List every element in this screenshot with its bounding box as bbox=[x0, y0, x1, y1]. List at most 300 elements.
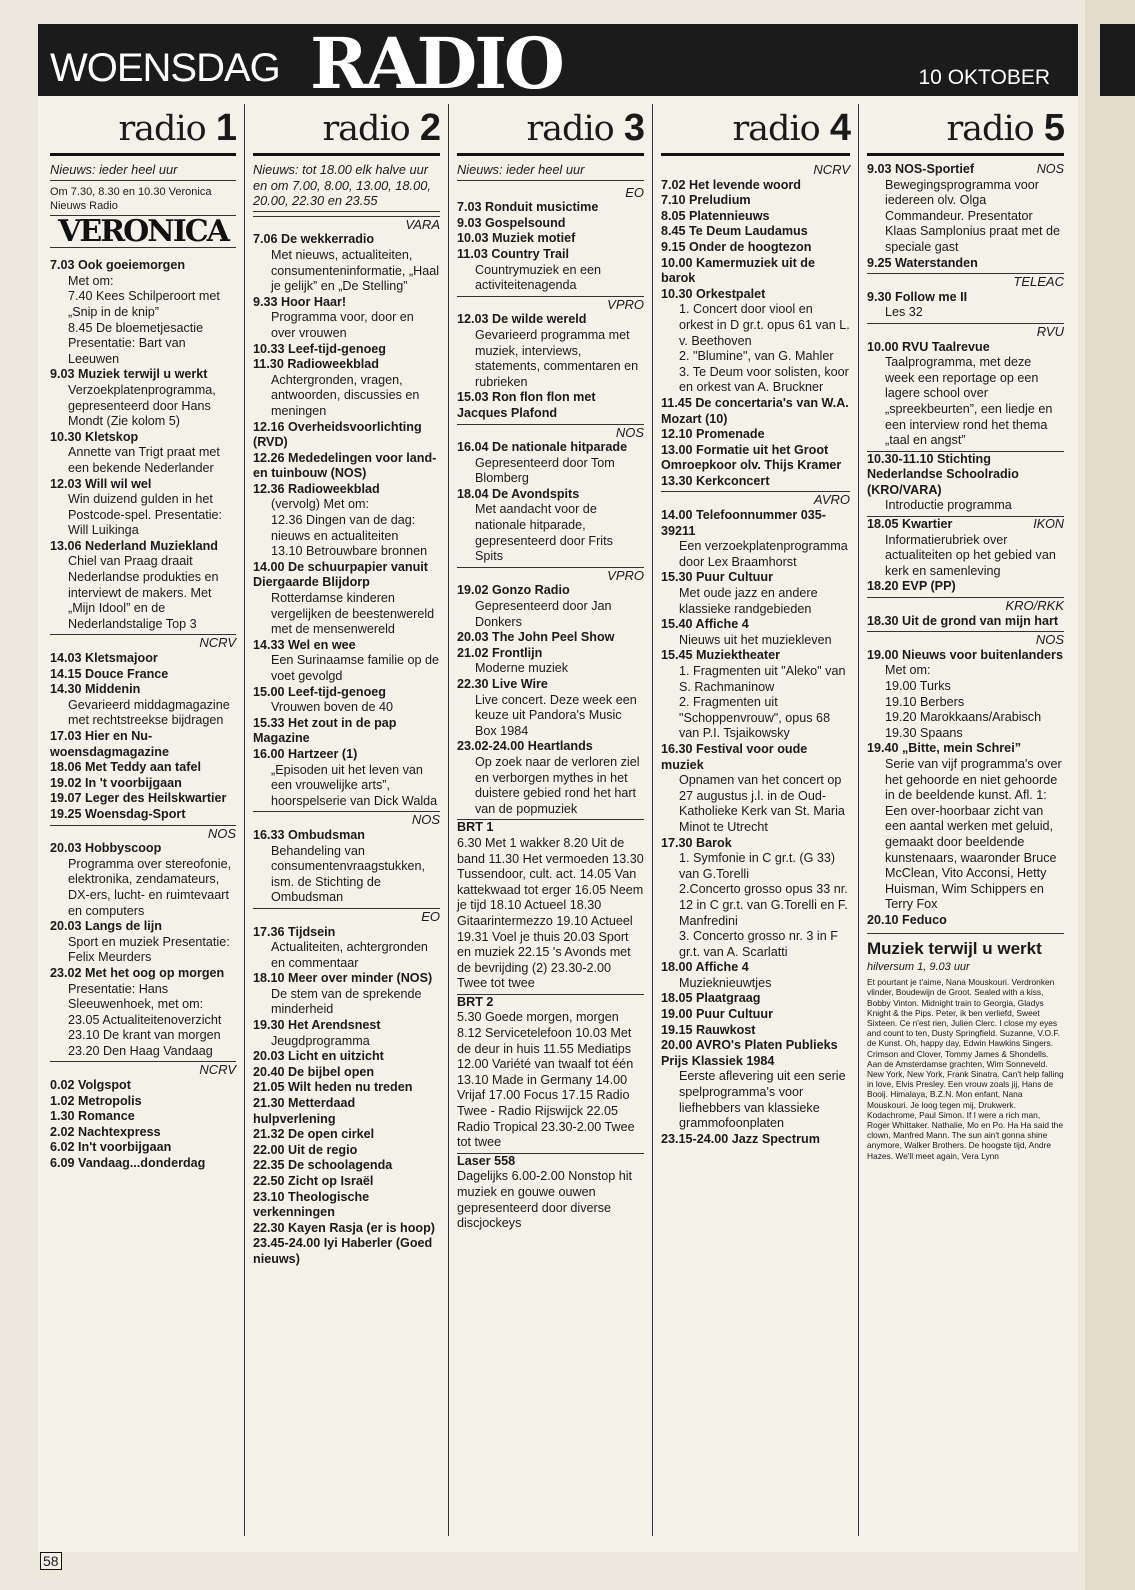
program-time-title: 22.30 Kayen Rasja (er is hoop) bbox=[253, 1220, 435, 1235]
program-title bbox=[661, 1132, 850, 1148]
program-time-title: 18.04 De Avondspits bbox=[457, 486, 580, 501]
program-title bbox=[50, 1094, 236, 1110]
program-description: 3. Concerto grosso nr. 3 in F gr.t. van A. Scarlatti bbox=[679, 929, 838, 959]
program-time-title: 7.02 Het levende woord bbox=[661, 177, 801, 192]
program-title bbox=[457, 820, 644, 836]
program-title bbox=[457, 677, 644, 693]
program-title bbox=[50, 651, 236, 667]
program-description: De stem van de sprekende minderheid bbox=[271, 986, 422, 1017]
program-title bbox=[253, 1190, 440, 1221]
station-heading bbox=[661, 104, 850, 156]
station-heading bbox=[867, 104, 1064, 156]
program-title bbox=[457, 583, 644, 599]
program-time-title: 9.03 Gospelsound bbox=[457, 215, 566, 230]
program-title bbox=[661, 396, 850, 427]
program-title bbox=[50, 667, 236, 683]
program-time-title: 19.02 Gonzo Radio bbox=[457, 583, 570, 598]
program-time-title: 1.02 Metropolis bbox=[50, 1093, 142, 1108]
program-time-title: 21.32 De open cirkel bbox=[253, 1127, 375, 1142]
broadcaster-label: NOS bbox=[253, 811, 440, 828]
broadcaster-label: NCRV bbox=[813, 162, 850, 177]
program-title bbox=[50, 1125, 236, 1141]
program-description: 2. Fragmenten uit "Schoppenvrouw", opus 68 van P.I. Tsjaikowsky bbox=[679, 695, 831, 741]
program-time-title: 12.26 Mededelingen voor land- en tuinbouw (NOS) bbox=[253, 450, 437, 481]
program-description: 1. Symfonie in C gr.t. (G 33) van G.Torelli bbox=[679, 851, 836, 881]
program-title bbox=[867, 290, 1064, 306]
program-title bbox=[661, 209, 850, 225]
program-title bbox=[457, 216, 644, 232]
program-title bbox=[253, 638, 440, 654]
program-time-title: 8.05 Platennieuws bbox=[661, 208, 770, 223]
program-description: 8.45 De bloemetjesactie Presentatie: Bart van Leeuwen bbox=[68, 320, 204, 366]
program-schedule-paragraph: 6.30 Met 1 wakker 8.20 Uit de band 11.30 Het vermoeden 13.30 Tussendoor, cult. act. 14.05 Van kattekwaad tot erger 16.05 Neem je tijd 18.10 Actueel 18.30 Gitaarintermezzo 19.10 Actueel 19.31 Voel je thuis 20.03 Sport en muziek 22.15 's Avonds met de bevrijding (2) 23.30-2.00 Twee tot twee bbox=[457, 835, 644, 991]
program-title bbox=[50, 258, 236, 274]
program-description: 7.40 Kees Schilperoort met „Snip in de knip” bbox=[68, 289, 220, 319]
program-time-title: 6.02 In't voorbijgaan bbox=[50, 1140, 172, 1155]
program-description: Bewegingsprogramma voor iedereen olv. Olga Commandeur. Presentator Klaas Samplonius praat met de speciale gast bbox=[885, 177, 1061, 254]
program-time-title: 9.15 Onder de hoogtezon bbox=[661, 239, 812, 254]
broadcaster-label: NOS bbox=[867, 631, 1064, 648]
program-title bbox=[50, 1078, 236, 1094]
broadcaster-label: NCRV bbox=[50, 1061, 236, 1078]
program-description: 23.20 Den Haag Vandaag bbox=[68, 1043, 213, 1058]
program-title bbox=[253, 1049, 440, 1065]
broadcaster-label: VPRO bbox=[457, 296, 644, 313]
program-title bbox=[661, 240, 850, 256]
column-radio-5 bbox=[858, 104, 1072, 1536]
program-time-title: 22.30 Live Wire bbox=[457, 677, 548, 691]
broadcaster-label: NOS bbox=[457, 424, 644, 441]
station-heading bbox=[457, 104, 644, 156]
program-time-title: 18.10 Meer over minder (NOS) bbox=[253, 971, 433, 986]
program-title bbox=[253, 342, 440, 358]
program-description: Behandeling van consumentenvraagstukken, ism. de Stichting de Ombudsman bbox=[271, 843, 426, 905]
broadcaster-label: VPRO bbox=[457, 567, 644, 584]
station-heading bbox=[253, 104, 440, 156]
program-time-title: 14.00 Telefoonnummer 035-39211 bbox=[661, 508, 826, 538]
program-title bbox=[661, 443, 850, 474]
station-label: radio bbox=[732, 109, 820, 149]
station-number: 4 bbox=[829, 107, 850, 149]
program-time-title: 10.03 Muziek motief bbox=[457, 231, 576, 246]
program-description: Les 32 bbox=[885, 305, 923, 320]
program-time-title: 18.05 Kwartier bbox=[867, 517, 953, 532]
program-description: Verzoekplatenprogramma, gepresenteerd door Hans Mondt (Zie kolom 5) bbox=[68, 382, 216, 429]
station-label: radio bbox=[526, 109, 614, 149]
program-time-title: 19.00 Nieuws voor buitenlanders bbox=[867, 647, 1063, 662]
program-title bbox=[661, 474, 850, 490]
program-title bbox=[661, 617, 850, 633]
program-time-title: 19.30 Het Arendsnest bbox=[253, 1018, 381, 1033]
program-time-title: 19.00 Puur Cultuur bbox=[661, 1007, 773, 1022]
program-title bbox=[50, 966, 236, 982]
program-time-title: 8.45 Te Deum Laudamus bbox=[661, 224, 808, 239]
program-time-title: 10.00 Kamermuziek uit de barok bbox=[661, 255, 815, 286]
program-time-title: 21.05 Wilt heden nu treden bbox=[253, 1080, 413, 1095]
program-description: 1. Concert door viool en orkest in D gr.t. opus 61 van L. v. Beethoven bbox=[679, 302, 850, 348]
program-time-title: 11.03 Country Trail bbox=[457, 246, 569, 261]
program-title bbox=[457, 1154, 644, 1170]
station-number: 3 bbox=[623, 107, 644, 149]
program-description: 12.36 Dingen van de dag: nieuws en actualiteiten bbox=[271, 513, 416, 543]
program-time-title: 9.30 Follow me II bbox=[867, 289, 968, 304]
page-number: 58 bbox=[40, 1552, 62, 1570]
program-title bbox=[50, 776, 236, 792]
playlist-body: Et pourtant je t'aime, Nana Mouskouri. Verdronken vlinder, Boudewijn de Groot. Sealed with a kiss, Bobby Vinton. Midnight train to Georgia, Gladys Knight & the Pips. Peter, ik ben verliefd, Sweet Sixteen. Ce n'est rien, Julien Clerc. I close my eyes and count to ten, Dusty Springfield. Suzanne, V.O.F. de Kunst. Oh, happy day, Edwin Hawkins Singers. Crimson and Clover, Tommy James & Shondells. Aan de Amsterdamse grachten, Wim Sonneveld. New York, New York, Frank Sinatra. Can't help falling in love, Elvis Presley. Een vrouw zoals jij, Hans de Booij. Himalaya, B.Z.N. Mon enfant, Nana Mouskouri. Je loog tegen mij, Drukwerk. Kodachrome, Paul Simon. If I were a rich man, Roger Whittaker. Nathalie, Mo en Po. Ha Ha said the clown, Manfred Mann. The sun ain't gonna shine anymore, Walker Brothers. De hoogste tijd, Andre Hazes. We'll meet again, Vera Lynn bbox=[867, 977, 1064, 1161]
program-time-title: 10.30-11.10 Stichting Nederlandse Schoolradio (KRO/VARA) bbox=[867, 451, 1019, 497]
program-title bbox=[661, 193, 850, 209]
program-description: Programma over stereofonie, elektronika, zendamateurs, DX-ers, lucht- en ruimtevaart en computers bbox=[68, 856, 232, 918]
program-time-title: 20.03 Hobbyscoop bbox=[50, 841, 162, 856]
playlist-box bbox=[867, 933, 1064, 1161]
broadcaster-label: EO bbox=[625, 184, 644, 200]
program-title bbox=[253, 1127, 440, 1143]
program-time-title: 20.03 The John Peel Show bbox=[457, 630, 615, 645]
broadcaster-label: NCRV bbox=[50, 634, 236, 651]
program-time-title: 20.40 De bijbel open bbox=[253, 1064, 375, 1079]
program-title bbox=[661, 742, 850, 773]
program-title bbox=[457, 440, 644, 456]
program-description: Vrouwen boven de 40 bbox=[271, 700, 394, 715]
program-time-title: 22.35 De schoolagenda bbox=[253, 1158, 393, 1173]
broadcaster-label: RVU bbox=[867, 323, 1064, 340]
program-time-title: 15.45 Muziektheater bbox=[661, 648, 780, 663]
program-title bbox=[253, 925, 440, 941]
program-time-title: 15.00 Leef-tijd-genoeg bbox=[253, 684, 386, 699]
program-time-title: 23.10 Theologische verkenningen bbox=[253, 1189, 370, 1220]
program-description: 19.30 Spaans bbox=[885, 725, 963, 740]
station-number: 2 bbox=[419, 107, 440, 149]
program-time-title: 15.40 Affiche 4 bbox=[661, 617, 749, 632]
program-time-title: 13.30 Kerkconcert bbox=[661, 473, 770, 488]
program-description: 1. Fragmenten uit "Aleko" van S. Rachmaninow bbox=[679, 664, 846, 694]
broadcaster-label: TELEAC bbox=[867, 273, 1064, 290]
program-time-title: 20.03 Licht en uitzicht bbox=[253, 1049, 384, 1064]
program-description: Rotterdamse kinderen vergelijken de beestenwereld met de mensenwereld bbox=[271, 591, 435, 637]
program-title bbox=[50, 682, 236, 698]
program-description: Gevarieerd middagmagazine met rechtstreekse bijdragen bbox=[68, 697, 230, 728]
broadcaster-logo: VERONICA bbox=[50, 224, 236, 249]
program-title bbox=[867, 256, 1064, 272]
program-title bbox=[867, 452, 1064, 499]
station-columns bbox=[38, 96, 1078, 1536]
program-description: Jeugdprogramma bbox=[271, 1033, 370, 1048]
program-time-title: 18.20 EVP (PP) bbox=[867, 579, 956, 594]
program-time-title: 7.03 Ook goeiemorgen bbox=[50, 258, 186, 273]
program-title bbox=[867, 913, 1064, 929]
column-radio-3 bbox=[448, 104, 652, 1536]
program-description: Gevarieerd programma met muziek, interviews, statements, commentaren en rubrieken bbox=[475, 327, 639, 389]
program-time-title: 21.30 Metterdaad hulpverlening bbox=[253, 1096, 356, 1126]
program-title bbox=[661, 224, 850, 240]
program-title bbox=[867, 614, 1064, 630]
program-title bbox=[50, 539, 236, 555]
program-title bbox=[867, 162, 1064, 178]
station-number: 1 bbox=[215, 107, 236, 149]
program-description: Moderne muziek bbox=[475, 661, 569, 676]
program-title bbox=[457, 247, 644, 263]
program-title bbox=[661, 570, 850, 586]
program-description: „Episoden uit het leven van een vrouwelijke arts”, hoorspelserie van Dick Walda bbox=[271, 762, 438, 808]
program-description: 19.10 Berbers bbox=[885, 694, 965, 709]
program-time-title: 1.30 Romance bbox=[50, 1109, 135, 1124]
program-title bbox=[50, 367, 236, 383]
program-title bbox=[867, 579, 1064, 595]
program-title bbox=[50, 919, 236, 935]
program-time-title: 12.03 Will wil wel bbox=[50, 476, 152, 491]
program-time-title: 21.02 Frontlijn bbox=[457, 645, 543, 660]
program-time-title: 19.02 In 't voorbijgaan bbox=[50, 775, 182, 790]
program-time-title: 20.03 Langs de lijn bbox=[50, 919, 162, 934]
program-time-title: BRT 2 bbox=[457, 994, 494, 1009]
program-time-title: 12.16 Overheidsvoorlichting (RVD) bbox=[253, 419, 422, 450]
program-time-title: Laser 558 bbox=[457, 1153, 516, 1168]
program-description: Een verzoekplatenprogramma door Lex Braamhorst bbox=[679, 539, 848, 569]
program-time-title: 16.33 Ombudsman bbox=[253, 827, 365, 842]
program-time-title: 19.40 „Bitte, mein Schrei” bbox=[867, 741, 1021, 756]
program-description: 19.20 Marokkaans/Arabisch bbox=[885, 710, 1042, 725]
program-title bbox=[253, 1221, 440, 1237]
program-description: Op zoek naar de verloren ziel en verborgen mythes in het duistere gebied rond het hart van de popmuziek bbox=[475, 754, 640, 816]
program-description: Gepresenteerd door Tom Blomberg bbox=[475, 455, 615, 486]
program-title bbox=[253, 420, 440, 451]
program-title bbox=[253, 1096, 440, 1127]
station-label: radio bbox=[946, 109, 1034, 149]
program-description: Chiel van Praag draait Nederlandse produkties en interviewt de makers. Met „Mijn Idool” en de Nederlandstalige Top 3 bbox=[68, 554, 219, 631]
program-title bbox=[253, 295, 440, 311]
station-label: radio bbox=[118, 109, 206, 149]
program-title bbox=[457, 312, 644, 328]
header-title: RADIO bbox=[310, 24, 562, 105]
program-time-title: 15.03 Ron flon flon met Jacques Plafond bbox=[457, 390, 596, 420]
program-time-title: 11.30 Radioweekblad bbox=[253, 357, 379, 372]
program-time-title: 22.50 Zicht op Israël bbox=[253, 1174, 374, 1188]
playlist-title: Muziek terwijl u werkt bbox=[867, 938, 1042, 958]
program-description: Taalprogramma, met deze week een reportage op een lagere school over „spreekbeurten”, een liedje en een interview rond het thema „taal en angst” bbox=[885, 355, 1053, 448]
magazine-page bbox=[38, 24, 1078, 1552]
program-title bbox=[661, 178, 850, 194]
program-title bbox=[253, 971, 440, 987]
program-schedule-paragraph: Dagelijks 6.00-2.00 Nonstop hit muziek en gouwe ouwen gepresenteerd door diverse discjockeys bbox=[457, 1169, 633, 1231]
program-time-title: 16.00 Hartzeer (1) bbox=[253, 746, 358, 761]
program-time-title: 9.03 Muziek terwijl u werkt bbox=[50, 367, 208, 382]
program-title bbox=[253, 1236, 440, 1267]
column-radio-4 bbox=[652, 104, 858, 1536]
program-time-title: 19.25 Woensdag-Sport bbox=[50, 806, 186, 821]
program-description: 2. "Blumine", van G. Mahler bbox=[679, 349, 834, 364]
program-title bbox=[50, 791, 236, 807]
program-description: Countrymuziek en een activiteitenagenda bbox=[475, 262, 602, 293]
program-time-title: 19.07 Leger des Heilskwartier bbox=[50, 791, 227, 806]
program-title bbox=[50, 1140, 236, 1156]
program-time-title: 12.03 De wilde wereld bbox=[457, 312, 587, 327]
program-title bbox=[253, 828, 440, 844]
program-description: 2.Concerto grosso opus 33 nr. 12 in C gr.t. van G.Torelli en F. Manfredini bbox=[679, 882, 848, 928]
program-description: Gepresenteerd door Jan Donkers bbox=[475, 599, 612, 629]
program-time-title: 7.10 Preludium bbox=[661, 193, 751, 208]
program-title bbox=[253, 1174, 440, 1190]
page-header bbox=[38, 24, 1078, 105]
broadcaster-label: NOS bbox=[50, 825, 236, 842]
program-description: Muzieknieuwtjes bbox=[679, 975, 772, 990]
program-title bbox=[50, 807, 236, 823]
broadcaster-label: VARA bbox=[253, 216, 440, 233]
program-time-title: 12.36 Radioweekblad bbox=[253, 481, 380, 496]
program-description: Live concert. Deze week een keuze uit Pandora's Music Box 1984 bbox=[475, 692, 637, 738]
program-title bbox=[661, 1023, 850, 1039]
program-time-title: 10.30 Kletskop bbox=[50, 429, 139, 444]
program-time-title: 23.15-24.00 Jazz Spectrum bbox=[661, 1131, 820, 1146]
program-title bbox=[50, 841, 236, 857]
program-time-title: 0.02 Volgspot bbox=[50, 1078, 131, 1093]
program-description: 23.10 De krant van morgen bbox=[68, 1028, 221, 1043]
program-description: Opnamen van het concert op 27 augustus j.l. in de Oud-Katholieke Kerk van St. Maria Minot te Utrecht bbox=[679, 773, 845, 834]
program-title bbox=[253, 685, 440, 701]
program-description: Win duizend gulden in het Postcode-spel. Presentatie: Will Luikinga bbox=[68, 492, 223, 538]
program-time-title: BRT 1 bbox=[457, 820, 494, 835]
program-time-title: 13.06 Nederland Muziekland bbox=[50, 538, 218, 553]
program-title bbox=[661, 991, 850, 1007]
program-title bbox=[50, 1109, 236, 1125]
program-schedule-paragraph: 5.30 Goede morgen, morgen 8.12 Servicetelefoon 10.03 Met de deur in huis 11.55 Mediatips 12.00 Variété van twaalf tot één 13.10 Made in Germany 14.00 Vrijaf 17.00 Focus 17.15 Radio Twee - Radio Rijswijck 22.05 Radio Tropical 23.30-2.00 Twee tot twee bbox=[457, 1010, 635, 1150]
program-description: Nieuws uit het muziekleven bbox=[679, 632, 832, 647]
next-page-edge bbox=[1085, 0, 1135, 1590]
news-schedule: Nieuws: ieder heel uur bbox=[50, 162, 236, 181]
program-time-title: 2.02 Nachtexpress bbox=[50, 1124, 161, 1139]
program-title bbox=[253, 482, 440, 498]
program-title bbox=[50, 430, 236, 446]
station-heading bbox=[50, 104, 236, 156]
program-title bbox=[661, 1007, 850, 1023]
program-title bbox=[457, 646, 644, 662]
program-description: Met om: bbox=[68, 273, 114, 288]
program-title bbox=[867, 741, 1064, 757]
program-time-title: 19.15 Rauwkost bbox=[661, 1022, 756, 1037]
program-title bbox=[50, 1156, 236, 1172]
program-description: Sport en muziek Presentatie: Felix Meurders bbox=[68, 934, 230, 965]
program-title bbox=[457, 739, 644, 755]
program-description: 23.05 Actualiteitenoverzicht bbox=[68, 1012, 222, 1027]
program-time-title: 22.00 Uit de regio bbox=[253, 1142, 358, 1157]
program-description: Met om: bbox=[885, 663, 931, 678]
program-title bbox=[253, 1143, 440, 1159]
program-time-title: 14.00 De schuurpapier vanuit Diergaarde Blijdorp bbox=[253, 559, 428, 590]
column-radio-1 bbox=[42, 104, 244, 1536]
program-time-title: 15.33 Het zout in de pap Magazine bbox=[253, 715, 397, 746]
program-time-title: 23.02-24.00 Heartlands bbox=[457, 739, 593, 754]
program-time-title: 14.03 Kletsmajoor bbox=[50, 651, 158, 666]
program-description: 19.00 Turks bbox=[885, 679, 951, 693]
program-title bbox=[661, 836, 850, 852]
program-title bbox=[253, 1018, 440, 1034]
program-time-title: 10.30 Orkestpalet bbox=[661, 286, 766, 301]
program-description: 13.10 Betrouwbare bronnen bbox=[271, 544, 428, 559]
program-time-title: 18.06 Met Teddy aan tafel bbox=[50, 760, 201, 775]
program-title bbox=[867, 648, 1064, 664]
program-time-title: 10.00 RVU Taalrevue bbox=[867, 339, 990, 354]
program-time-title: 14.33 Wel en wee bbox=[253, 637, 356, 652]
station-number: 5 bbox=[1043, 107, 1064, 149]
program-time-title: 16.04 De nationale hitparade bbox=[457, 440, 628, 455]
program-description: Introductie programma bbox=[885, 498, 1012, 513]
program-description: Annette van Trigt praat met een bekende Nederlander bbox=[68, 445, 220, 475]
program-time-title: 18.30 Uit de grond van mijn hart bbox=[867, 613, 1059, 628]
program-title bbox=[253, 560, 440, 591]
program-title bbox=[253, 451, 440, 482]
program-time-title: 7.06 De wekkerradio bbox=[253, 232, 375, 247]
program-time-title: 13.00 Formatie uit het Groot Omroepkoor olv. Thijs Kramer bbox=[661, 442, 842, 473]
program-title bbox=[457, 390, 644, 421]
header-date: 10 OKTOBER bbox=[918, 66, 1050, 89]
program-time-title: 11.45 De concertaria's van W.A. Mozart (10) bbox=[661, 395, 849, 426]
program-title bbox=[661, 427, 850, 443]
program-time-title: 6.09 Vandaag...donderdag bbox=[50, 1156, 206, 1171]
broadcaster-label: KRO/RKK bbox=[867, 597, 1064, 614]
program-description: Met nieuws, actualiteiten, consumenteninformatie, „Haal je gelijk” en „De Stelling” bbox=[271, 247, 439, 294]
program-description: Met aandacht voor de nationale hitparade, gepresenteerd door Frits Spits bbox=[475, 502, 613, 564]
news-note: Om 7.30, 8.30 en 10.30 Veronica Nieuws Radio bbox=[50, 185, 236, 216]
program-title bbox=[50, 477, 236, 493]
program-time-title: 23.45-24.00 Iyi Haberler (Goed nieuws) bbox=[253, 1236, 433, 1266]
next-page-header bbox=[1100, 24, 1135, 96]
program-time-title: 9.25 Waterstanden bbox=[867, 255, 978, 270]
program-title bbox=[661, 648, 850, 664]
program-time-title: 14.30 Middenin bbox=[50, 682, 141, 697]
program-time-title: 14.15 Douce France bbox=[50, 666, 169, 681]
program-title bbox=[457, 231, 644, 247]
news-schedule: Nieuws: ieder heel uur bbox=[457, 162, 644, 181]
program-title bbox=[253, 716, 440, 747]
program-description: Informatierubriek over actualiteiten op het gebied van kerk en samenleving bbox=[885, 532, 1056, 578]
program-title bbox=[661, 1038, 850, 1069]
broadcaster-label: IKON bbox=[1033, 517, 1064, 532]
program-description: Serie van vijf programma's over het gehoorde en niet gehoorde in de beeldende kunst. Afl. 1: Een over-hoorbaar zicht van een aantal werken met geluid, gemaakt door beeldende kunstenaars, waaronder Bruce McClean, Vito Acconsi, Hetty Huisman, Wim Schippers en Terry Fox bbox=[885, 756, 1062, 912]
station-label: radio bbox=[322, 109, 410, 149]
news-schedule: Nieuws: tot 18.00 elk halve uur en om 7.00, 8.00, 13.00, 18.00, 20.00, 22.30 en 23.55 bbox=[253, 162, 440, 212]
program-time-title: 20.10 Feduco bbox=[867, 912, 947, 927]
program-title bbox=[867, 340, 1064, 356]
program-time-title: 17.03 Hier en Nu-woensdagmagazine bbox=[50, 729, 169, 759]
program-time-title: 17.36 Tijdsein bbox=[253, 924, 336, 939]
program-title bbox=[661, 508, 850, 539]
program-title bbox=[661, 960, 850, 976]
program-title bbox=[253, 1080, 440, 1096]
playlist-subtitle: hilversum 1, 9.03 uur bbox=[867, 960, 970, 973]
program-title bbox=[253, 747, 440, 763]
program-time-title: 16.30 Festival voor oude muziek bbox=[661, 741, 808, 772]
program-description: 3. Te Deum voor solisten, koor en orkest van A. Bruckner bbox=[679, 364, 849, 395]
program-title bbox=[661, 287, 850, 303]
program-title bbox=[50, 729, 236, 760]
program-description: Programma voor, door en over vrouwen bbox=[271, 310, 414, 340]
header-day: WOENSDAG bbox=[50, 46, 280, 90]
broadcaster-label: AVRO bbox=[661, 491, 850, 508]
program-time-title: 10.33 Leef-tijd-genoeg bbox=[253, 341, 386, 356]
program-description: (vervolg) Met om: bbox=[271, 497, 369, 512]
program-time-title: 15.30 Puur Cultuur bbox=[661, 570, 773, 585]
broadcaster-label: EO bbox=[253, 908, 440, 925]
program-title bbox=[253, 357, 440, 373]
program-title bbox=[253, 1158, 440, 1174]
program-description: Een Surinaamse familie op de voet gevolgd bbox=[271, 653, 440, 683]
program-title bbox=[253, 232, 440, 248]
program-title bbox=[457, 200, 644, 216]
program-title bbox=[50, 760, 236, 776]
program-description: Met oude jazz en andere klassieke randgebieden bbox=[679, 586, 818, 616]
program-title bbox=[457, 995, 644, 1011]
program-title bbox=[457, 630, 644, 646]
program-time-title: 9.33 Hoor Haar! bbox=[253, 294, 347, 309]
